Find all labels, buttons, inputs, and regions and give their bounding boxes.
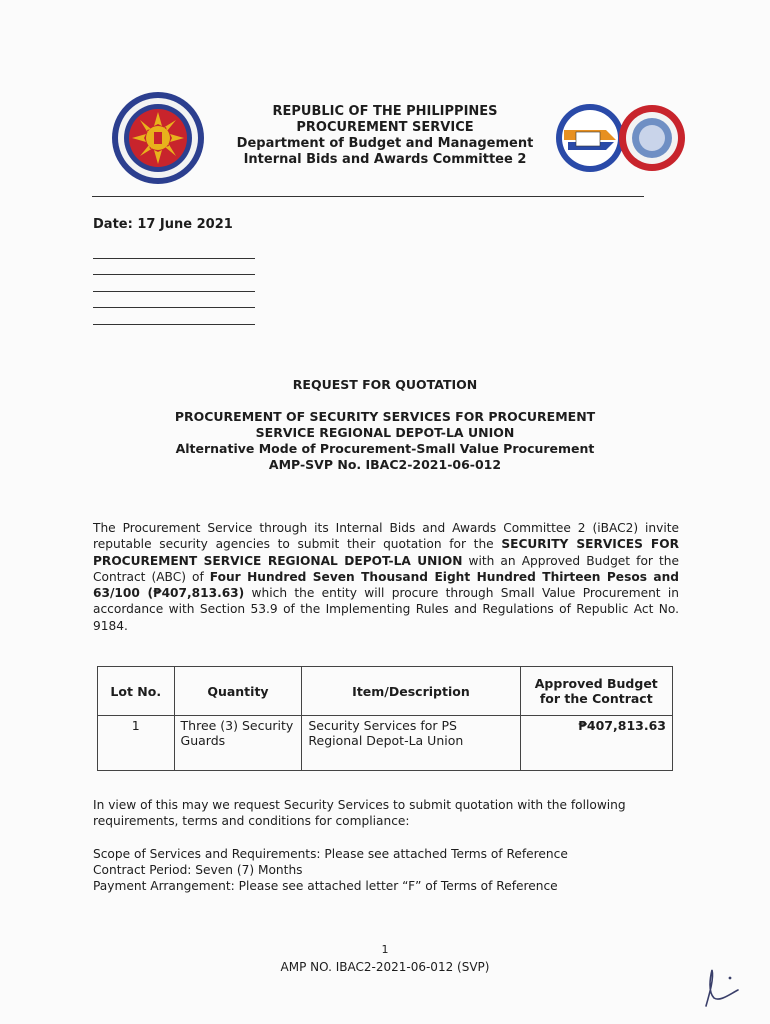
cell-quantity: Three (3) Security Guards <box>174 716 302 771</box>
rfq-reference-number: AMP-SVP No. IBAC2-2021-06-012 <box>268 457 502 472</box>
addressee-line <box>93 307 255 308</box>
intro-bold-subject: SECURITY SERVICES FOR PROCUREMENT SERVICE REGIONAL DEPOT-LA UNION <box>93 537 679 568</box>
table-header-row <box>98 667 673 716</box>
rfq-procurement-mode: Alternative Mode of Procurement-Small Value Procurement <box>175 441 595 456</box>
addressee-line <box>93 324 255 325</box>
header-line-dbm: Department of Budget and Management <box>236 136 534 151</box>
letterhead-divider <box>92 196 644 197</box>
addressee-blank-lines <box>93 258 255 340</box>
procurement-service-logos <box>554 100 686 176</box>
handwritten-initials-mark <box>700 962 750 1012</box>
page-number: 1 <box>381 943 389 956</box>
header-quantity: Quantity <box>174 667 302 716</box>
header-line-republic: REPUBLIC OF THE PHILIPPINES <box>272 104 498 119</box>
letterhead-text <box>220 104 550 168</box>
term-contract-period: Contract Period: Seven (7) Months <box>93 863 303 877</box>
lot-table <box>97 666 673 771</box>
footer-reference: AMP NO. IBAC2-2021-06-012 (SVP) <box>280 960 490 974</box>
cell-approved-budget: ₱407,813.63 <box>520 716 672 771</box>
header-lot-no: Lot No. <box>98 667 175 716</box>
header-line-ibac: Internal Bids and Awards Committee 2 <box>243 152 527 167</box>
addressee-line <box>93 274 255 275</box>
intro-text-3: which the entity will procure through Small Value Procurement in accordance with Section 53.9 of the Implementing Rules and Regulations of Republic Act No. 9184. <box>93 586 679 633</box>
header-approved-budget <box>520 667 672 716</box>
table-row <box>98 716 673 771</box>
addressee-line <box>93 291 255 292</box>
intro-text-2: with an Approved Budget for the Contract (ABC) of <box>93 553 679 584</box>
rfq-subject-line-1: PROCUREMENT OF SECURITY SERVICES FOR PROCUREMENT <box>174 409 596 424</box>
cell-item-description: Security Services for PS Regional Depot-La Union <box>302 716 520 771</box>
document-date: Date: 17 June 2021 <box>93 217 233 232</box>
intro-text-1: The Procurement Service through its Internal Bids and Awards Committee 2 (iBAC2) invite reputable security agencies to submit their quotation for the <box>93 521 679 552</box>
intro-bold-amount: Four Hundred Seven Thousand Eight Hundred Thirteen Pesos and 63/100 (₱407,813.63) <box>93 569 679 601</box>
term-scope: Scope of Services and Requirements: Please see attached Terms of Reference <box>93 847 568 861</box>
addressee-line <box>93 258 255 259</box>
term-payment: Payment Arrangement: Please see attached letter “F” of Terms of Reference <box>93 879 558 893</box>
request-paragraph: In view of this may we request Security Services to submit quotation with the following requirements, terms and conditions for compliance: <box>93 798 626 829</box>
header-abc-line-1: Approved Budget <box>534 676 658 691</box>
rfq-subject-line-2: SERVICE REGIONAL DEPOT-LA UNION <box>255 425 515 440</box>
header-item-description: Item/Description <box>302 667 520 716</box>
rfq-title-block <box>130 377 640 473</box>
terms-list <box>93 846 679 894</box>
cell-lot-no: 1 <box>98 716 175 771</box>
header-line-ps: PROCUREMENT SERVICE <box>296 120 474 135</box>
header-abc-line-2: for the Contract <box>539 691 653 706</box>
intro-paragraph <box>93 520 679 634</box>
rfq-heading: REQUEST FOR QUOTATION <box>292 377 478 392</box>
dbm-seal-logo <box>110 90 206 186</box>
